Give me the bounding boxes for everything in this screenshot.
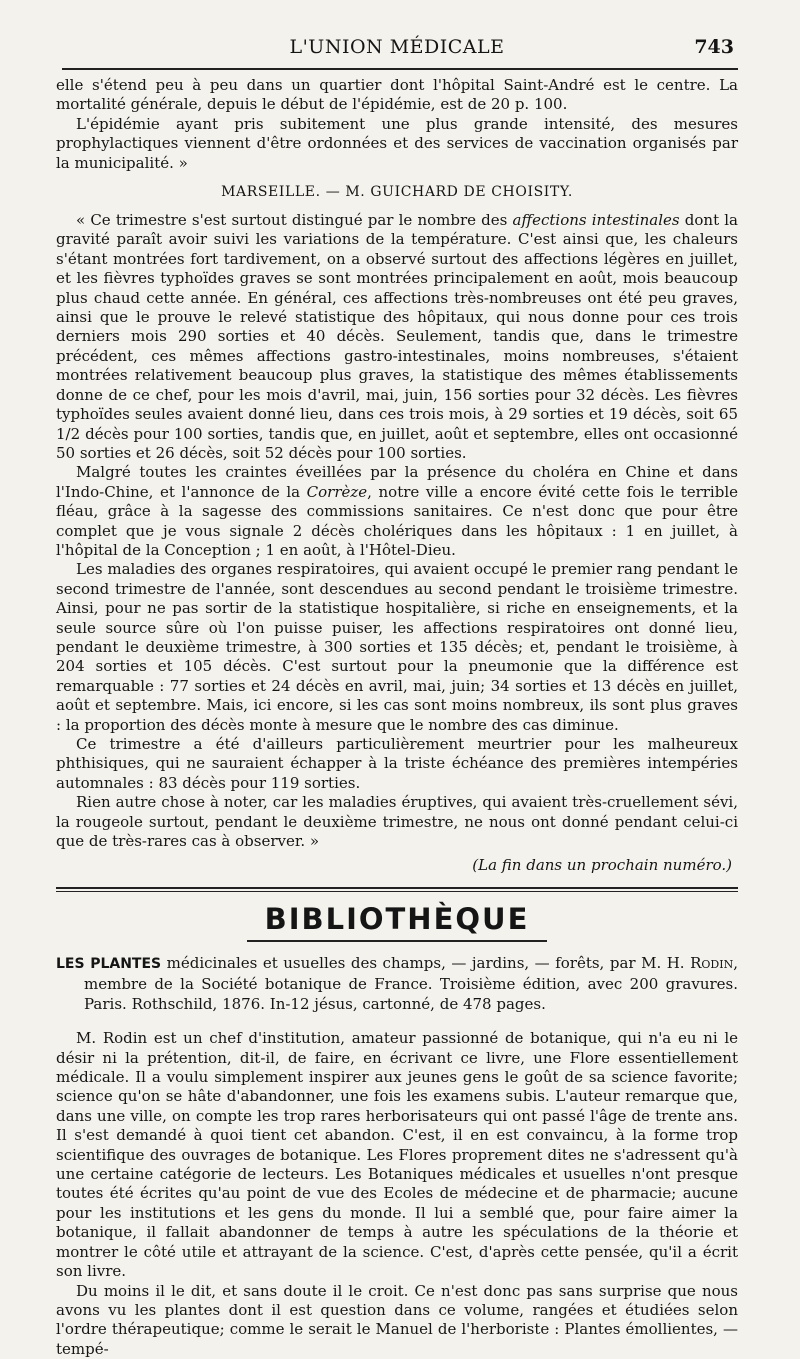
- text-run: « Ce trimestre s'est surtout distingué par le nombre des: [76, 211, 513, 229]
- header-rule: [62, 68, 738, 70]
- emphasis-text: affections intestinales: [513, 211, 680, 229]
- entry-lead: LES PLANTES: [56, 956, 161, 972]
- text-run: dont la gravité paraît avoir suivi les variations de la température. C'est ainsi que, les chaleurs s'étant montrées fort tardivement, on a observé surtout des affections légères en juillet, et les fièvres typhoïdes graves se sont montrées principalement en août, mois beaucoup plus chaud cette année. En général, ces affections très-nombreuses ont été peu graves, ainsi que le prouve le relevé statistique des hôpitaux, qui nous donne pour ces trois derniers mois 290 sorties et 40 décès. Seulement, tandis que, dans le trimestre précédent, ces mêmes affections gastro-intestinales, moins nombreuses, s'étaient montrées relativement beaucoup plus graves, la statistique des mêmes établissements donne de ce chef, pour les mois d'avril, mai, juin, 156 sorties pour 32 décès. Les fièvres typhoïdes seules avaient donné lieu, dans ces trois mois, à 29 sorties et 19 décès, soit 65 1/2 décès pour 100 sorties, tandis que, en juillet, août et septembre, elles ont occasionné 50 sorties et 26 décès, soit 52 décès pour 100 sorties.: [56, 211, 738, 462]
- marseille-paragraph-3: Les maladies des organes respiratoires, qui avaient occupé le premier rang pendant le second trimestre de l'année, sont descendues au second pendant le troisième trimestre. Ainsi, pour ne pas sortir de la statistique hospitalière, si riche en enseignements, et la seule source sûre où l'on puisse puiser, les affections respiratoires ont donné lieu, pendant le deuxième trimestre, à 300 sorties et 135 décès; et, pendant le troisième, à 204 sorties et 105 décès. C'est surtout pour la pneumonie que la différence est remarquable : 77 sorties et 24 décès en avril, mai, juin; 34 sorties et 13 décès en juillet, août et septembre. Mais, ici encore, si les cas sont moins nombreux, ils sont plus graves : la proportion des décès monte à mesure que le nombre des cas diminue.: [56, 560, 738, 735]
- section-heading-marseille: MARSEILLE. — M. GUICHARD DE CHOISITY.: [56, 184, 738, 200]
- review-paragraph-1: M. Rodin est un chef d'institution, amateur passionné de botanique, qui n'a eu ni le désir ni la prétention, dit-il, de faire, en écrivant ce livre, une Flore essentiellement médicale. Il a voulu simplement inspirer aux jeunes gens le goût de sa science favorite; science qu'on se hâte d'abandonner, une fois les examens subis. L'auteur remarque que, dans une ville, on compte les trop rares herborisateurs qui ont passé l'âge de trente ans. Il s'est demandé à quoi tient cet abandon. C'est, il en est convaincu, à la forme trop scientifique des ouvrages de botanique. Les Flores proprement dites ne s'adressent qu'à une certaine catégorie de lecteurs. Les Botaniques médicales et usuelles n'ont presque toutes été écrites qu'au point de vue des Ecoles de médecine et de pharmacie; aucune pour les institutions et les gens du monde. Il lui a semblé que, pour faire aimer la botanique, il fallait abandonner de temps à autre les spéculations de la théorie et montrer le côté utile et attrayant de la science. C'est, d'après cette pensée, qu'il a écrit son livre.: [56, 1029, 738, 1281]
- marseille-paragraph-1: [56, 211, 738, 463]
- heading-underline: [247, 940, 547, 942]
- marseille-paragraph-2: [56, 463, 738, 560]
- section-divider: [56, 887, 738, 892]
- review-paragraph-2: Du moins il le dit, et sans doute il le croit. Ce n'est donc pas sans surprise que nous avons vu les plantes dont il est question dans ce volume, rangées et étudiées selon l'ordre thérapeutique; comme le serait le Manuel de l'herboriste : Plantes émollientes, — tempé-: [56, 1282, 738, 1359]
- text-run: , notre ville a encore évité cette fois le terrible fléau, grâce à la sagesse des commissions sanitaires. Ce n'est donc que pour être complet que je vous signale 2 décès cholériques dans les hôpitaux : 1 en juillet, à l'hôpital de la Conception ; 1 en août, à l'Hôtel-Dieu.: [56, 483, 738, 559]
- journal-title: L'UNION MÉDICALE: [56, 36, 738, 58]
- page-number: 743: [694, 36, 734, 58]
- intro-paragraph-2: L'épidémie ayant pris subitement une plus grande intensité, des mesures prophylactiques viennent d'être ordonnées et des services de vaccination organisés par la municipalité. »: [56, 115, 738, 173]
- marseille-paragraph-4: Ce trimestre a été d'ailleurs particulièrement meurtrier pour les malheureux phthisiques, qui ne sauraient échapper à la triste échéance des premières intempéries automnales : 83 décès pour 119 sorties.: [56, 735, 738, 793]
- marseille-paragraph-5: Rien autre chose à noter, car les maladies éruptives, qui avaient très-cruellement sévi, la rougeole surtout, pendant le deuxième trimestre, ne nous ont donné pendant celui-ci que de très-rares cas à observer. »: [56, 793, 738, 851]
- intro-paragraph-1: elle s'étend peu à peu dans un quartier dont l'hôpital Saint-André est le centre. La mortalité générale, depuis le début de l'épidémie, est de 20 p. 100.: [56, 76, 738, 115]
- emphasis-text: Corrèze: [307, 483, 368, 501]
- running-header: [56, 28, 738, 62]
- bibliography-entry: [56, 954, 738, 1014]
- text-run: , membre de la Société botanique de France. Troisième édition, avec 200 gravures. Paris. Rothschild, 1876. In-12 jésus, cartonné, de 478 pages.: [84, 954, 738, 1012]
- spacer: [56, 1014, 738, 1029]
- text-run: Malgré toutes les craintes éveillées par la présence du choléra en Chine et dans l'Indo-Chine, et l'annonce de la: [56, 463, 738, 500]
- text-run: médicinales et usuelles des champs, — jardins, — forêts, par M. H.: [161, 954, 690, 972]
- continuation-note: (La fin dans un prochain numéro.): [56, 856, 738, 875]
- bibliography-heading: BIBLIOTHÈQUE: [56, 902, 738, 936]
- entry-author: Rodin: [690, 954, 733, 972]
